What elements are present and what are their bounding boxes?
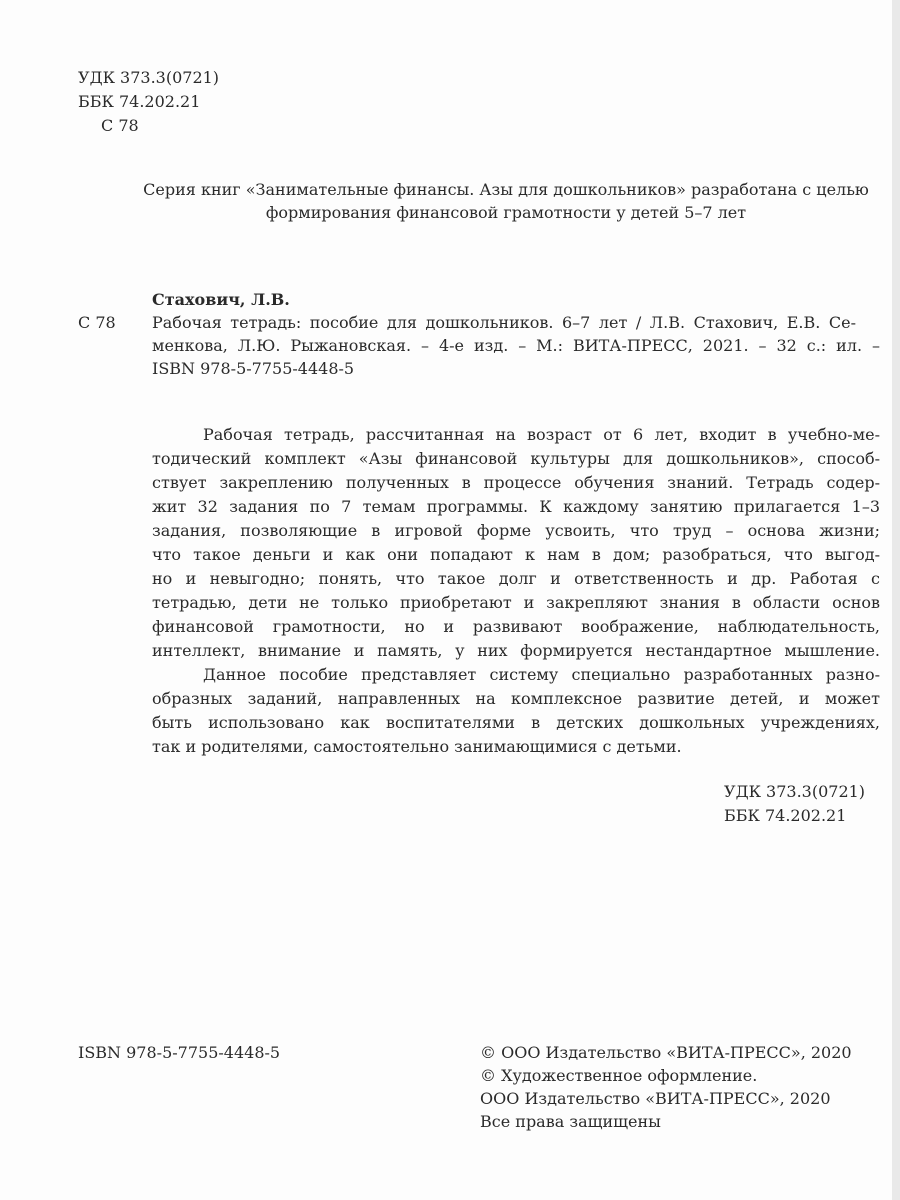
abstract-line: задания, позволяющие в игровой форме усвоить, что труд – основа жизни; <box>152 521 880 540</box>
abstract-line: образных заданий, направленных на комплексное развитие детей, и может <box>152 689 880 708</box>
footer-isbn: ISBN 978-5-7755-4448-5 <box>78 1043 281 1062</box>
page-edge <box>892 0 900 1200</box>
copyright-artwork-publisher: ООО Издательство «ВИТА-ПРЕСС», 2020 <box>480 1089 831 1108</box>
abstract-line: но и невыгодно; понять, что такое долг и ответственность и др. Работая с <box>152 569 880 588</box>
abstract-line: финансовой грамотности, но и развивают воображение, наблюдательность, <box>152 617 880 636</box>
author-heading: Стахович, Л.В. <box>152 290 290 309</box>
abstract-line: быть использовано как воспитателями в детских дошкольных учреждениях, <box>152 713 880 732</box>
header-author-code: С 78 <box>101 116 139 135</box>
abstract-line: тетрадью, дети не только приобретают и закрепляют знания в области основ <box>152 593 880 612</box>
abstract-line: ствует закреплению полученных в процессе обучения знаний. Тетрадь содер- <box>152 473 880 492</box>
series-note-line-2: формирования финансовой грамотности у детей 5–7 лет <box>265 203 747 222</box>
bibliographic-line: Рабочая тетрадь: пособие для дошкольников. 6–7 лет / Л.В. Стахович, Е.В. Се- <box>152 313 856 332</box>
series-note-line-1: Серия книг «Занимательные финансы. Азы для дошкольников» разработана с целью <box>143 180 869 199</box>
bibliographic-code: С 78 <box>78 313 116 332</box>
bibliographic-line: менкова, Л.Ю. Рыжановская. – 4-е изд. – М.: ВИТА-ПРЕСС, 2021. – 32 с.: ил. – <box>152 336 880 355</box>
header-udk: УДК 373.3(0721) <box>78 68 220 87</box>
abstract-line: Рабочая тетрадь, рассчитанная на возраст от 6 лет, входит в учебно-ме- <box>203 425 880 444</box>
copyright-artwork: © Художественное оформление. <box>480 1066 758 1085</box>
abstract-line: тодический комплект «Азы финансовой культуры для дошкольников», способ- <box>152 449 880 468</box>
series-note <box>142 178 870 224</box>
classification-bbk: ББК 74.202.21 <box>724 806 847 825</box>
bibliographic-isbn: ISBN 978-5-7755-4448-5 <box>152 359 355 378</box>
abstract-line: интеллект, внимание и память, у них формируется нестандартное мышление. <box>152 641 880 660</box>
copyright-publisher: © ООО Издательство «ВИТА-ПРЕСС», 2020 <box>480 1043 852 1062</box>
rights-reserved: Все права защищены <box>480 1112 661 1131</box>
classification-udk: УДК 373.3(0721) <box>724 782 866 801</box>
abstract-line: так и родителями, самостоятельно занимающимися с детьми. <box>152 737 682 756</box>
abstract-line: что такое деньги и как они попадают к нам в дом; разобраться, что выгод- <box>152 545 880 564</box>
abstract-line: жит 32 задания по 7 темам программы. К каждому занятию прилагается 1–3 <box>152 497 880 516</box>
abstract-line: Данное пособие представляет систему специально разработанных разно- <box>203 665 880 684</box>
header-bbk: ББК 74.202.21 <box>78 92 201 111</box>
